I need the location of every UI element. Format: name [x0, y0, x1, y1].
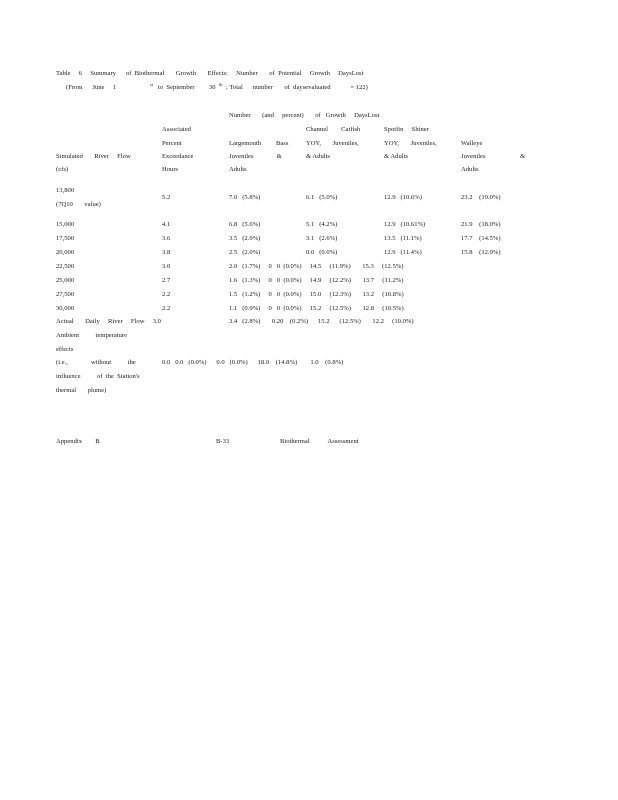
- table-cell-walleye: 23.2 (19.0%): [461, 194, 501, 201]
- table-row-values: 2.0 (1.7%) 0 0 (0.0%) 14.5 (11.9%) 15.3 (12.5%): [229, 263, 404, 270]
- table-cell-assoc: 4.1: [162, 221, 171, 228]
- table-row-actual-flow: Actual Daily River Flow 3.0: [56, 318, 161, 325]
- table-row-flow: 17,500: [56, 235, 75, 242]
- table-row-values: 1.5 (1.2%) 0 0 (0.0%) 15.0 (12.3%) 13.2 (10.8%): [229, 291, 404, 298]
- header-sim-flow-2: (cfs): [56, 166, 69, 173]
- table-cell-assoc: 3.6: [162, 235, 171, 242]
- header-assoc-3: Exceedance: [162, 153, 194, 160]
- footer-appendix: Appendix B: [56, 438, 100, 445]
- table-cell-assoc: 3.8: [162, 249, 171, 256]
- table-row-flow: 13,800: [56, 187, 75, 194]
- table-cell-walleye: 21.9 (18.0%): [461, 221, 501, 228]
- header-largemouth-1: Largemouth Bass: [229, 140, 289, 147]
- table-row-flow: 20,000: [56, 249, 75, 256]
- superscript-th: th: [219, 82, 223, 87]
- header-group-label: Number (and percent) of Growth DaysLost: [229, 112, 380, 119]
- superscript-st: st: [150, 82, 154, 87]
- table-cell-channel: 5.1 (4.2%): [306, 221, 338, 228]
- table-cell-spotfin: 13.5 (11.1%): [384, 235, 422, 242]
- ambient-label: influence of the Station's: [56, 373, 140, 380]
- table-cell-walleye: 17.7 (14.5%): [461, 235, 501, 242]
- table-cell-channel: 6.1 (5.0%): [306, 194, 338, 201]
- ambient-label: (i.e., without the: [56, 359, 136, 366]
- table-cell-assoc: 2.2: [162, 291, 171, 298]
- table-cell-assoc: 5.2: [162, 194, 171, 201]
- ambient-values: 0.0 0.0 (0.0%) 0.0 (0.0%) 18.0 (14.8%) 1.0 (0.8%): [162, 359, 344, 366]
- header-walleye-2: Juveniles &: [461, 153, 526, 160]
- table-subtitle-day: 30: [209, 84, 216, 91]
- footer-page-number: B-33: [216, 438, 230, 445]
- table-cell-assoc: 2.2: [162, 305, 171, 312]
- header-channel-1: Channel Catfish: [306, 126, 361, 133]
- table-row-flow-note: (7Q10 value): [56, 201, 101, 208]
- table-row-values: 3.4 (2.8%) 0.20 (0.2%) 15.2 (12.5%) 12.2 (10.0%): [229, 318, 414, 325]
- header-assoc-2: Percent: [162, 140, 182, 147]
- table-subtitle-total: ; Total number of daysevaluated = 122): [226, 84, 368, 91]
- header-spotfin-1: Spotfin Shiner: [384, 126, 429, 133]
- header-largemouth-3: Adults: [229, 166, 247, 173]
- table-cell-channel: 0.0 (0.0%): [306, 249, 338, 256]
- table-subtitle-to: to September: [158, 84, 195, 91]
- table-cell-spotfin: 12.9 (11.4%): [384, 249, 422, 256]
- ambient-label: effects: [56, 346, 74, 353]
- header-spotfin-3: & Adults: [384, 153, 408, 160]
- table-cell-assoc: 2.7: [162, 277, 171, 284]
- header-walleye-1: Walleye: [461, 140, 483, 147]
- table-row-values: 1.6 (1.3%) 0 0 (0.0%) 14.9 (12.2%) 13.7 (11.2%): [229, 277, 404, 284]
- table-cell-spotfin: 12.9 (10.61%): [384, 221, 426, 228]
- table-cell-channel: 3.1 (2.6%): [306, 235, 338, 242]
- table-cell-largemouth: 3.5 (2.9%): [229, 235, 261, 242]
- header-spotfin-2: YOY, Juveniles,: [384, 140, 437, 147]
- header-largemouth-2: Juveniles &: [229, 153, 282, 160]
- table-row-values: 1.1 (0.9%) 0 0 (0.0%) 15.2 (12.5%) 12.8 (10.5%): [229, 305, 404, 312]
- ambient-label: Ambient temperature: [56, 332, 128, 339]
- table-cell-largemouth: 6.8 (5.6%): [229, 221, 261, 228]
- table-row-flow: 25,000: [56, 277, 75, 284]
- header-channel-2: YOY, Juveniles,: [306, 140, 359, 147]
- table-cell-largemouth: 7.0 (5.8%): [229, 194, 261, 201]
- table-row-flow: 15,000: [56, 221, 75, 228]
- ambient-label: thermal plume): [56, 387, 107, 394]
- header-channel-3: & Adults: [306, 153, 330, 160]
- footer-section: Biothermal Assessment: [280, 438, 359, 445]
- header-assoc-1: Associated: [162, 126, 191, 133]
- table-cell-assoc: 3.0: [162, 263, 171, 270]
- table-subtitle-from: (From June 1: [66, 84, 117, 91]
- table-cell-largemouth: 2.5 (2.0%): [229, 249, 261, 256]
- header-assoc-4: Hours: [162, 166, 179, 173]
- table-cell-walleye: 15.8 (12.9%): [461, 249, 501, 256]
- header-sim-flow-1: Simulated River Flow: [56, 153, 131, 160]
- table-row-flow: 22,500: [56, 263, 75, 270]
- header-walleye-3: Adults: [461, 166, 479, 173]
- table-row-flow: 27,500: [56, 291, 75, 298]
- table-cell-spotfin: 12.9 (10.6%): [384, 194, 422, 201]
- table-row-flow: 30,000: [56, 305, 75, 312]
- table-title: Table 6 Summary of Biothermal Growth Effects: Number of Potential Growth DaysLost: [56, 70, 364, 77]
